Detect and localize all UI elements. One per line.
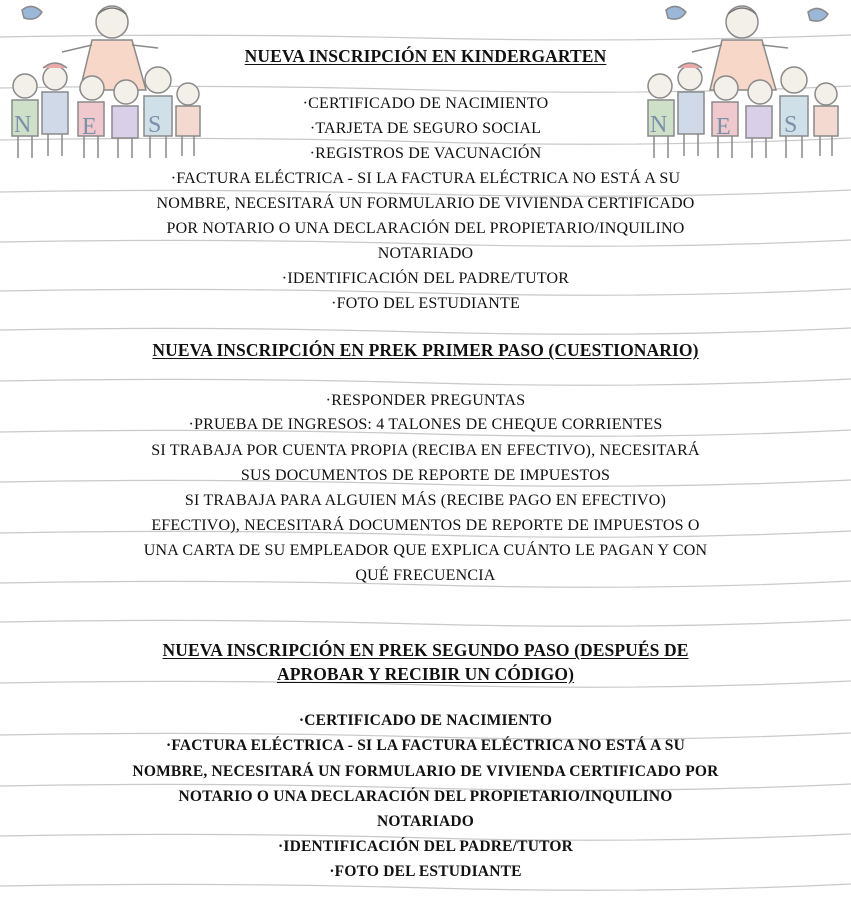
section-heading-line-2: APROBAR Y RECIBIR UN CÓDIGO) (276, 664, 575, 684)
section-heading: NUEVA INSCRIPCIÓN EN PREK PRIMER PASO (CUESTIONARIO) (152, 340, 699, 360)
list-item: NOTARIADO (376, 813, 475, 830)
list-item: ·FOTO DEL ESTUDIANTE (331, 295, 520, 312)
section-heading: NUEVA INSCRIPCIÓN EN KINDERGARTEN (244, 46, 607, 66)
list-item: QUÉ FRECUENCIA (355, 567, 496, 584)
list-item: ·TARJETA DE SEGURO SOCIAL (309, 120, 542, 137)
list-item: ·CERTIFICADO DE NACIMIENTO (298, 712, 553, 729)
children-illustration-left (0, 0, 215, 165)
list-item: ·IDENTIFICACIÓN DEL PADRE/TUTOR (277, 838, 573, 855)
list-item: ·RESPONDER PREGUNTAS (325, 392, 526, 409)
list-item: ·FACTURA ELÉCTRICA - SI LA FACTURA ELÉCTRICA NO ESTÁ A SU (166, 737, 685, 754)
list-item: SI TRABAJA PARA ALGUIEN MÁS (RECIBE PAGO EN EFECTIVO) (184, 492, 667, 509)
list-item: ·FOTO DEL ESTUDIANTE (329, 863, 522, 880)
letter-s-left: S (148, 112, 162, 138)
children-illustration-right (638, 0, 851, 165)
section-heading-line-1: NUEVA INSCRIPCIÓN EN PREK SEGUNDO PASO (DESPUÉS DE (162, 640, 689, 660)
list-item: NOMBRE, NECESITARÁ UN FORMULARIO DE VIVIENDA CERTIFICADO POR (132, 763, 719, 780)
letter-n-right: N (650, 112, 668, 138)
list-item: ·PRUEBA DE INGRESOS: 4 TALONES DE CHEQUE CORRIENTES (188, 416, 663, 433)
list-item: EFECTIVO), NECESITARÁ DOCUMENTOS DE REPORTE DE IMPUESTOS O (151, 517, 700, 534)
list-item: NOMBRE, NECESITARÁ UN FORMULARIO DE VIVIENDA CERTIFICADO (156, 195, 695, 212)
list-item: UNA CARTA DE SU EMPLEADOR QUE EXPLICA CUÁNTO LE PAGAN Y CON (143, 542, 708, 559)
list-item: ·IDENTIFICACIÓN DEL PADRE/TUTOR (281, 270, 570, 287)
list-item: ·REGISTROS DE VACUNACIÓN (309, 145, 542, 162)
list-item: ·CERTIFICADO DE NACIMIENTO (302, 95, 549, 112)
letter-s-right: S (784, 112, 798, 138)
list-item: NOTARIADO (377, 245, 474, 262)
list-item: SI TRABAJA POR CUENTA PROPIA (RECIBA EN EFECTIVO), NECESITARÁ (151, 442, 700, 459)
list-item: ·FACTURA ELÉCTRICA - SI LA FACTURA ELÉCTRICA NO ESTÁ A SU (170, 170, 681, 187)
letter-n-left: N (14, 112, 32, 138)
list-item: NOTARIO O UNA DECLARACIÓN DEL PROPIETARIO/INQUILINO (178, 788, 673, 805)
list-item: SUS DOCUMENTOS DE REPORTE DE IMPUESTOS (240, 467, 611, 484)
list-item: POR NOTARIO O UNA DECLARACIÓN DEL PROPIETARIO/INQUILINO (166, 220, 685, 237)
letter-e-right: E (716, 114, 731, 140)
letter-e-left: E (82, 114, 97, 140)
